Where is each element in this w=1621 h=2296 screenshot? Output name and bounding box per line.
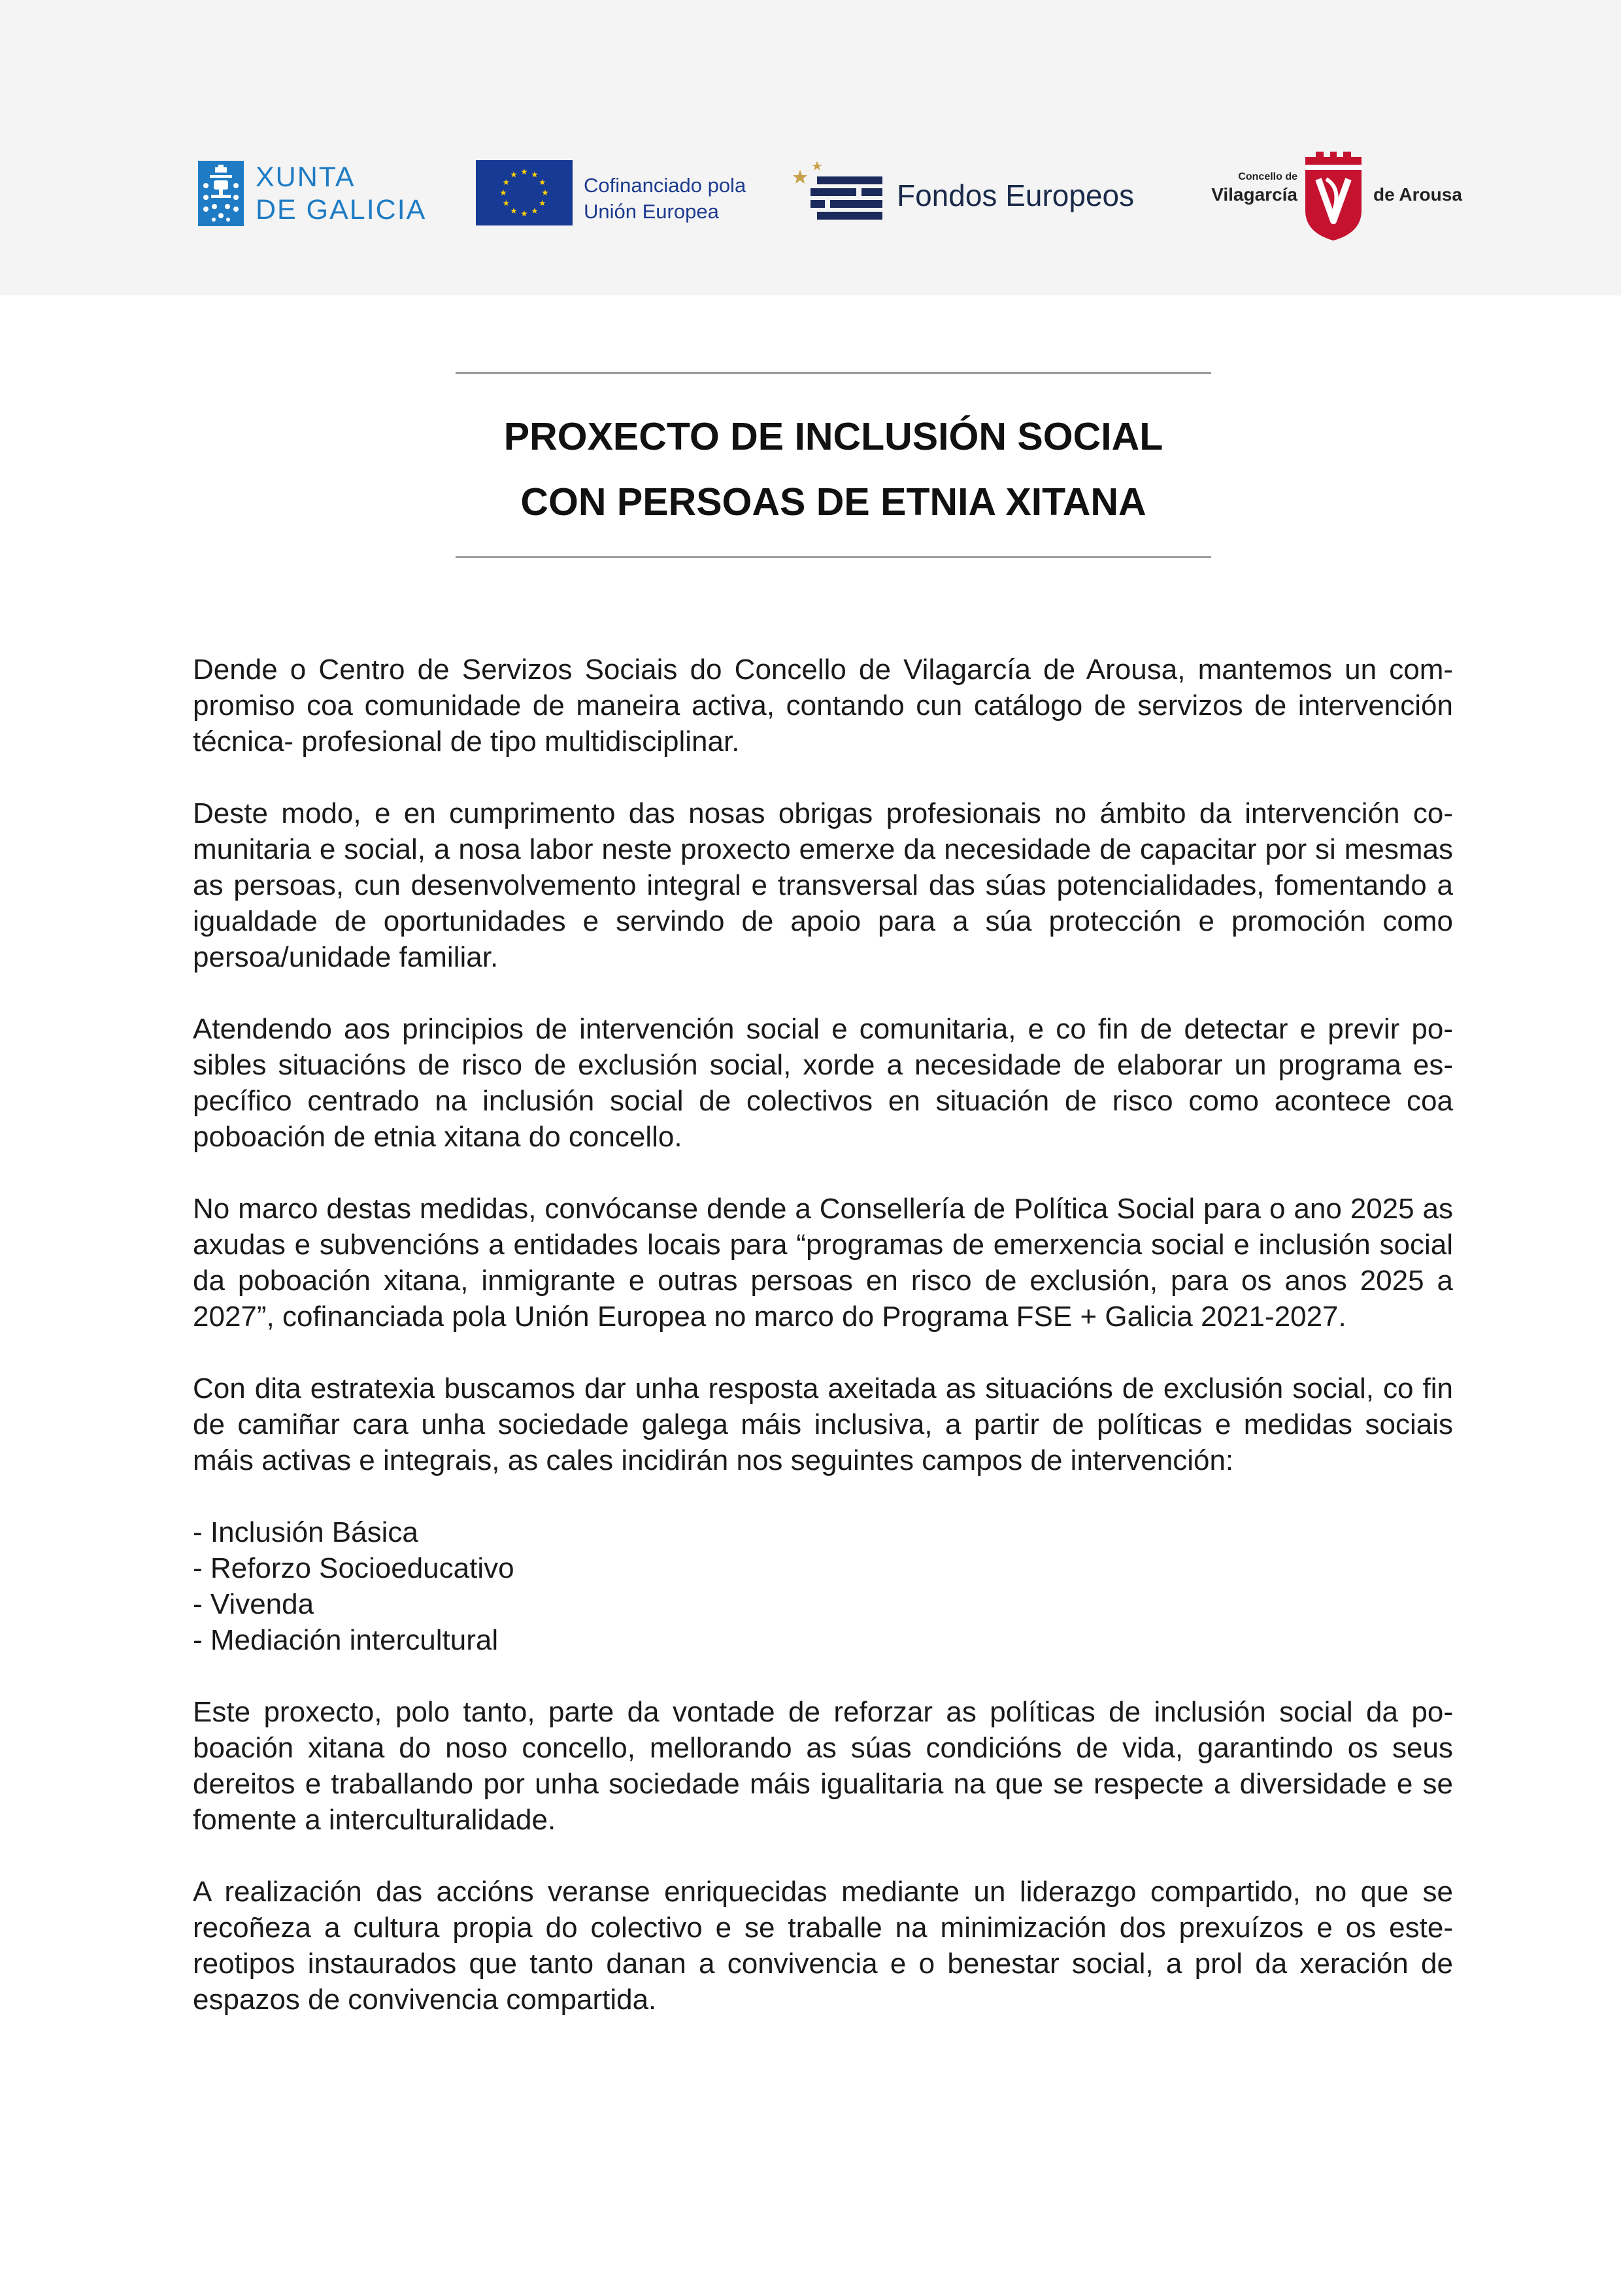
title-rule-top (456, 372, 1211, 374)
concello-tail-text: de Arousa (1373, 184, 1462, 205)
paragraph: Este proxecto, polo tanto, parte da vontade de reforzar as políticas de inclusión social da poboación xitana do noso concello, mellorando as súas condicións de vida, garantindo os seus dereitos e traballando por unha sociedade máis igualitaria na que se respecte a diversidade e se fomente a interculturalidade. (193, 1696, 1453, 1836)
concello-vilagarcia-logo (1193, 150, 1462, 242)
xunta-logo-line1: XUNTA (256, 161, 356, 193)
xunta-logo-line2: DE GALICIA (256, 194, 427, 225)
fondos-europeos-logo (791, 157, 1137, 227)
xunta-shield-icon (198, 161, 244, 226)
list-item: - Mediación intercultural (193, 1624, 499, 1656)
paragraph: A realización das accións veranse enriquecidas mediante un liderazgo compartido, no que se recoñeza a cultura propia do colectivo e se traballe na minimización dos prexuízos e os estereotipos instaurados que tanto danan a convivencia e o benestar social, a prol da xeración de espazos de convivencia compartida. (193, 1876, 1453, 2016)
page-title (456, 404, 1211, 535)
xunta-logo-text (256, 161, 426, 226)
list-item: - Inclusión Básica (193, 1516, 418, 1548)
concello-shield-icon (1304, 150, 1363, 242)
intervention-fields-list (193, 1514, 1453, 1658)
eu-logo-line2: Unión Europea (584, 200, 719, 223)
list-item: - Reforzo Socioeducativo (193, 1552, 514, 1584)
title-rule-bottom (456, 556, 1211, 558)
eu-logo-line1: Cofinanciado pola (584, 174, 746, 197)
list-item: - Vivenda (193, 1588, 314, 1620)
concello-small-text: Concello de (1238, 171, 1297, 182)
title-line1: PROXECTO DE INCLUSIÓN SOCIAL (503, 415, 1163, 458)
header-band (0, 0, 1621, 295)
eu-logo-text (584, 173, 746, 225)
title-line2: CON PERSOAS DE ETNIA XITANA (520, 480, 1146, 524)
body-text (193, 652, 1453, 2054)
paragraph: Deste modo, e en cumprimento das nosas obrigas profesionais no ámbito da intervención comunitaria e social, a nosa labor neste proxecto emerxe da necesidade de capacitar por si mesmas as persoas, cun desenvolvemento integral e transversal das súas potencialidades, fomentando a igualdade de oportunidades e servindo de apoio para a súa protección e promoción como persoa/unidade familiar. (193, 797, 1453, 973)
eu-cofinanced-logo (476, 160, 763, 225)
paragraph: Atendendo aos principios de intervención social e comunitaria, e co fin de detectar e previr posibles situacións de risco de exclusión social, xorde a necesidade de elaborar un programa específico centrado na inclusión social de colectivos en situación de risco como acontece coa poboación de etnia xitana do concello. (193, 1013, 1453, 1153)
concello-name-text: Vilagarcía (1211, 184, 1297, 205)
eu-flag-icon (476, 160, 573, 225)
paragraph: Con dita estratexia buscamos dar unha resposta axeitada as situacións de exclusión social, co fin de camiñar cara unha sociedade galega máis inclusiva, a partir de políticas e medidas sociais máis activas e integrais, as cales incidirán nos seguintes campos de intervención: (193, 1373, 1453, 1476)
xunta-de-galicia-logo (198, 161, 433, 226)
fondos-europeos-text: Fondos Europeos (897, 178, 1135, 212)
fondos-europeos-mark-icon (791, 157, 884, 227)
paragraph: Dende o Centro de Servizos Sociais do Concello de Vilagarcía de Arousa, mantemos un compromiso coa comunidade de maneira activa, contando cun catálogo de servizos de intervención técnica- profesional de tipo multidisciplinar. (193, 654, 1453, 757)
paragraph: No marco destas medidas, convócanse dende a Consellería de Política Social para o ano 2025 as axudas e subvencións a entidades locais para “programas de emerxencia social e inclusión social da poboación xitana, inmigrante e outras persoas en risco de exclusión, para os anos 2025 a 2027”, cofinanciada pola Unión Europea no marco do Programa FSE + Galicia 2021-2027. (193, 1193, 1453, 1333)
